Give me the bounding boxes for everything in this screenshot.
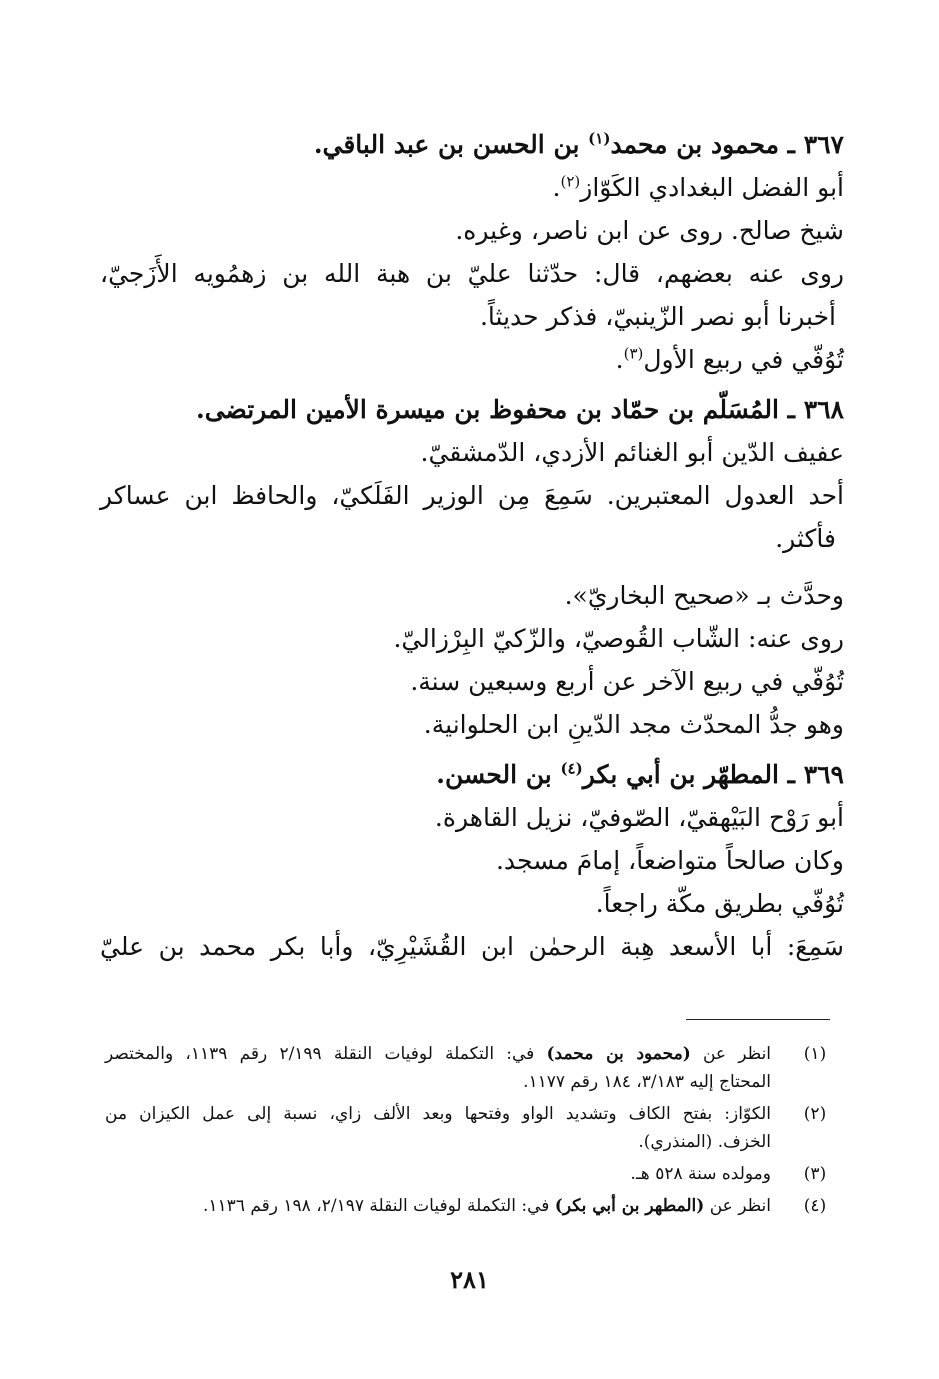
entry-369-line: تُوُفّي بطريق مكّة راجعاً.	[595, 889, 844, 918]
entry-368-line: عفيف الدّين أبو الغنائم الأزدي، الدّمشقيّ.	[420, 438, 844, 467]
entry-367-line: شيخ صالح. روى عن ابن ناصر، وغيره.	[455, 216, 844, 245]
entry-367-line: أخبرنا أبو نصر الزّينبيّ، فذكر حديثاً.	[479, 302, 836, 331]
entry-368-line: فأكثر.	[775, 524, 836, 553]
footnote-number: (٤)	[803, 1196, 827, 1216]
entry-367-line: تُوُفّي في ربيع الأول$^{(٣)}$.	[615, 344, 844, 374]
entry-369-line: أبو رَوْح البَيْهقيّ، الصّوفيّ، نزيل القاهرة.	[434, 803, 844, 832]
entry-367-line: روى عنه بعضهم، قال: حدّثنا عليّ بن هبة الله بن زهمُويه الأَزَجيّ،	[100, 259, 844, 288]
footnote-ref-2: (٢)	[560, 172, 581, 191]
entry-368-line: أحد العدول المعتبرين. سَمِعَ مِن الوزير الفَلَكيّ، والحافظ ابن عساكر	[100, 481, 844, 510]
footnote-number: (٢)	[803, 1104, 827, 1124]
entry-369-line: سَمِعَ: أبا الأسعد هِبة الرحمٰن ابن القُشَيْرِيّ، وأبا بكر محمد بن عليّ	[100, 932, 844, 961]
footnote-number: (٣)	[803, 1164, 827, 1184]
entry-368-line: وحدَّث بـ «صحيح البخاريّ».	[564, 581, 844, 610]
entry-368-line: تُوُفّي في ربيع الآخر عن أربع وسبعين سنة.	[410, 667, 844, 696]
footnote-text: انظر عن (المطهر بن أبي بكر) في: التكملة لوفيات النقلة ٢/١٩٧، ١٩٨ رقم ١١٣٦.	[203, 1196, 771, 1216]
entry-368-title: ٣٦٨ ـ المُسَلّم بن حمّاد بن محفوظ بن ميسرة الأمين المرتضى.	[195, 395, 844, 424]
footnote-ref-4: (٤)	[560, 759, 583, 778]
footnote-number: (١)	[803, 1044, 827, 1064]
entry-367-title: ٣٦٧ ـ محمود بن محمد$^{(١)}$ بن الحسن بن عبد الباقي.	[313, 129, 844, 159]
entry-368-line: روى عنه: الشّاب القُوصيّ، والزّكيّ البِرْزاليّ.	[393, 624, 844, 653]
entry-369-line: وكان صالحاً متواضعاً، إمامَ مسجد.	[495, 846, 844, 875]
footnote-text: الخزف. (المنذري).	[638, 1132, 771, 1152]
footnote-text: الكوّاز: بفتح الكاف وتشديد الواو وفتحها وبعد الألف زاي، نسبة إلى عمل الكيزان من	[105, 1104, 771, 1124]
footnote-divider	[686, 1019, 830, 1020]
footnote-text: المحتاج إليه ٣/١٨٣، ١٨٤ رقم ١١٧٧.	[523, 1072, 771, 1092]
footnote-text: ومولده سنة ٥٢٨ هـ.	[630, 1164, 771, 1184]
page-number: ٢٨١	[450, 1265, 489, 1294]
entry-368-line: وهو جدُّ المحدّث مجد الدّينِ ابن الحلوانية.	[423, 710, 844, 739]
footnote-text: انظر عن (محمود بن محمد) في: التكملة لوفيات النقلة ٢/١٩٩ رقم ١١٣٩، والمختصر	[105, 1044, 772, 1064]
entry-369-title: ٣٦٩ ـ المطهّر بن أبي بكر$^{(٤)}$ بن الحسن.	[436, 759, 844, 789]
entry-367-line: أبو الفضل البغدادي الكَوّاز$^{(٢)}$.	[552, 172, 844, 202]
footnote-ref-1: (١)	[588, 129, 611, 148]
footnote-ref-3: (٣)	[623, 344, 644, 363]
